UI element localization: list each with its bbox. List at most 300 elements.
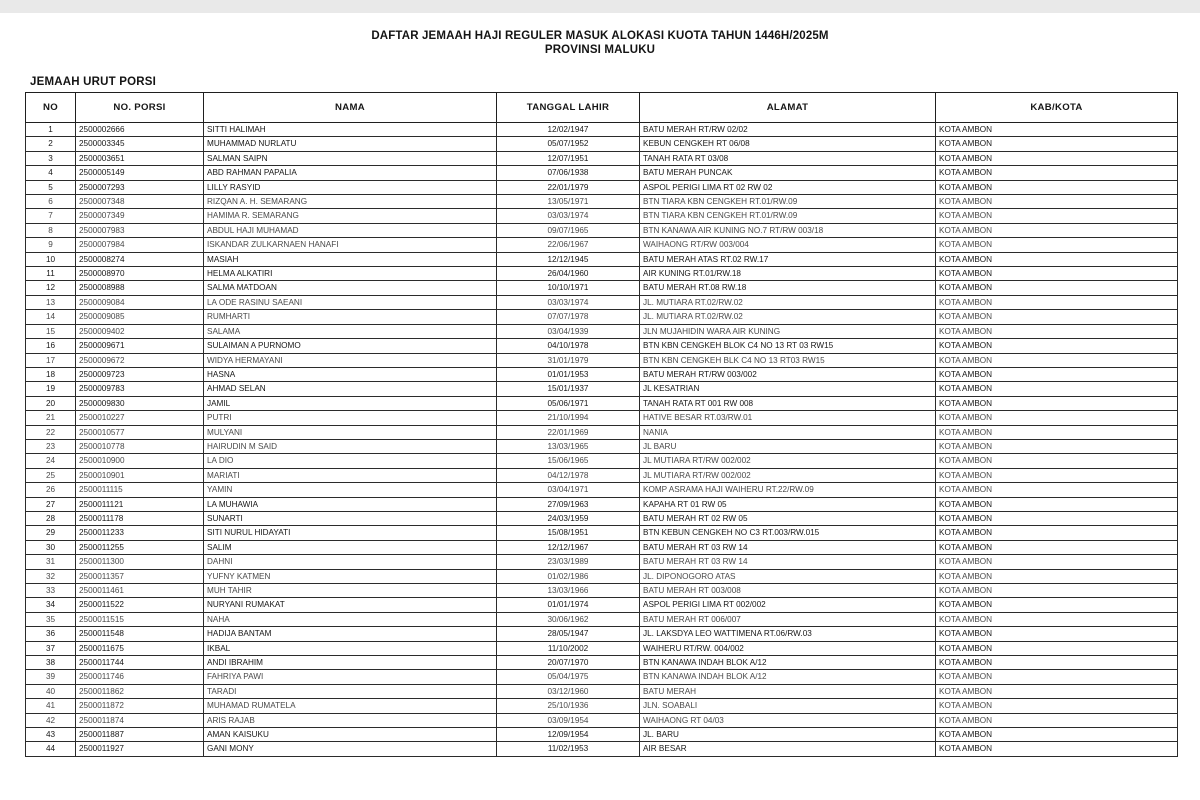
row-cell-nama: ISKANDAR ZULKARNAEN HANAFI <box>204 238 497 252</box>
row-cell-porsi: 2500009783 <box>76 382 204 396</box>
row-cell-no: 27 <box>26 497 76 511</box>
row-cell-tanggal: 13/03/1966 <box>497 584 640 598</box>
row-cell-porsi: 2500009723 <box>76 367 204 381</box>
row-cell-kabkota: KOTA AMBON <box>936 439 1178 453</box>
table-row <box>26 123 1178 137</box>
table-row <box>26 353 1178 367</box>
row-cell-kabkota: KOTA AMBON <box>936 267 1178 281</box>
row-cell-no: 1 <box>26 123 76 137</box>
row-cell-nama: YUFNY KATMEN <box>204 569 497 583</box>
row-cell-no: 32 <box>26 569 76 583</box>
row-cell-alamat: BATU MERAH RT/RW 003/002 <box>640 367 936 381</box>
row-cell-porsi: 2500009402 <box>76 324 204 338</box>
table-row <box>26 439 1178 453</box>
row-cell-tanggal: 31/01/1979 <box>497 353 640 367</box>
row-cell-alamat: BTN KANAWA AIR KUNING NO.7 RT/RW 003/18 <box>640 223 936 237</box>
row-cell-tanggal: 05/04/1975 <box>497 670 640 684</box>
row-cell-alamat: WAIHAONG RT 04/03 <box>640 713 936 727</box>
table-row <box>26 497 1178 511</box>
table-row <box>26 151 1178 165</box>
row-cell-no: 34 <box>26 598 76 612</box>
row-cell-nama: ABDUL HAJI MUHAMAD <box>204 223 497 237</box>
row-cell-porsi: 2500008970 <box>76 267 204 281</box>
row-cell-alamat: BATU MERAH RT/RW 02/02 <box>640 123 936 137</box>
row-cell-porsi: 2500011515 <box>76 612 204 626</box>
row-cell-nama: RIZQAN A. H. SEMARANG <box>204 195 497 209</box>
row-cell-kabkota: KOTA AMBON <box>936 468 1178 482</box>
row-cell-no: 20 <box>26 396 76 410</box>
row-cell-no: 13 <box>26 295 76 309</box>
row-cell-nama: WIDYA HERMAYANI <box>204 353 497 367</box>
row-cell-no: 39 <box>26 670 76 684</box>
row-cell-nama: HAMIMA R. SEMARANG <box>204 209 497 223</box>
table-row <box>26 641 1178 655</box>
column-header-alamat: ALAMAT <box>640 93 936 123</box>
row-cell-alamat: BATU MERAH ATAS RT.02 RW.17 <box>640 252 936 266</box>
table-row <box>26 555 1178 569</box>
row-cell-nama: HADIJA BANTAM <box>204 627 497 641</box>
row-cell-kabkota: KOTA AMBON <box>936 195 1178 209</box>
row-cell-porsi: 2500009672 <box>76 353 204 367</box>
row-cell-kabkota: KOTA AMBON <box>936 425 1178 439</box>
row-cell-porsi: 2500011357 <box>76 569 204 583</box>
row-cell-tanggal: 01/02/1986 <box>497 569 640 583</box>
row-cell-kabkota: KOTA AMBON <box>936 641 1178 655</box>
row-cell-alamat: BATU MERAH RT 003/008 <box>640 584 936 598</box>
row-cell-tanggal: 13/05/1971 <box>497 195 640 209</box>
table-row <box>26 612 1178 626</box>
row-cell-tanggal: 03/04/1971 <box>497 483 640 497</box>
row-cell-porsi: 2500011522 <box>76 598 204 612</box>
row-cell-alamat: BTN KBN CENGKEH BLOK C4 NO 13 RT 03 RW15 <box>640 339 936 353</box>
page-title-line-2: PROVINSI MALUKU <box>544 43 656 56</box>
row-cell-kabkota: KOTA AMBON <box>936 123 1178 137</box>
row-cell-alamat: BATU MERAH RT 03 RW 14 <box>640 555 936 569</box>
row-cell-porsi: 2500009830 <box>76 396 204 410</box>
row-cell-nama: ARIS RAJAB <box>204 713 497 727</box>
column-header-kabkota: KAB/KOTA <box>936 93 1178 123</box>
row-cell-kabkota: KOTA AMBON <box>936 656 1178 670</box>
table-row <box>26 223 1178 237</box>
row-cell-no: 42 <box>26 713 76 727</box>
row-cell-nama: SULAIMAN A PURNOMO <box>204 339 497 353</box>
row-cell-tanggal: 13/03/1965 <box>497 439 640 453</box>
row-cell-alamat: JL KESATRIAN <box>640 382 936 396</box>
section-heading: JEMAAH URUT PORSI <box>30 76 157 88</box>
row-cell-porsi: 2500003651 <box>76 151 204 165</box>
row-cell-alamat: BTN TIARA KBN CENGKEH RT.01/RW.09 <box>640 195 936 209</box>
row-cell-no: 10 <box>26 252 76 266</box>
row-cell-alamat: BATU MERAH RT 02 RW 05 <box>640 511 936 525</box>
row-cell-nama: HELMA ALKATIRI <box>204 267 497 281</box>
row-cell-kabkota: KOTA AMBON <box>936 555 1178 569</box>
row-cell-alamat: KEBUN CENGKEH RT 06/08 <box>640 137 936 151</box>
row-cell-tanggal: 28/05/1947 <box>497 627 640 641</box>
row-cell-no: 6 <box>26 195 76 209</box>
row-cell-alamat: JL. MUTIARA RT.02/RW.02 <box>640 310 936 324</box>
row-cell-porsi: 2500007349 <box>76 209 204 223</box>
row-cell-kabkota: KOTA AMBON <box>936 367 1178 381</box>
row-cell-tanggal: 05/07/1952 <box>497 137 640 151</box>
row-cell-nama: LA MUHAWIA <box>204 497 497 511</box>
table-row <box>26 598 1178 612</box>
row-cell-alamat: BATU MERAH RT.08 RW.18 <box>640 281 936 295</box>
row-cell-porsi: 2500011178 <box>76 511 204 525</box>
row-cell-porsi: 2500011255 <box>76 540 204 554</box>
table-row <box>26 699 1178 713</box>
row-cell-nama: ANDI IBRAHIM <box>204 656 497 670</box>
row-cell-kabkota: KOTA AMBON <box>936 310 1178 324</box>
row-cell-tanggal: 27/09/1963 <box>497 497 640 511</box>
row-cell-tanggal: 11/02/1953 <box>497 742 640 756</box>
row-cell-no: 30 <box>26 540 76 554</box>
table-row <box>26 526 1178 540</box>
page-top-margin <box>0 0 1200 13</box>
row-cell-no: 21 <box>26 411 76 425</box>
row-cell-porsi: 2500011233 <box>76 526 204 540</box>
row-cell-nama: LA DIO <box>204 454 497 468</box>
row-cell-nama: YAMIN <box>204 483 497 497</box>
row-cell-porsi: 2500011548 <box>76 627 204 641</box>
row-cell-alamat: JLN. SOABALI <box>640 699 936 713</box>
row-cell-tanggal: 11/10/2002 <box>497 641 640 655</box>
row-cell-alamat: BTN KBN CENGKEH BLK C4 NO 13 RT03 RW15 <box>640 353 936 367</box>
row-cell-nama: MASIAH <box>204 252 497 266</box>
row-cell-porsi: 2500009084 <box>76 295 204 309</box>
row-cell-no: 5 <box>26 180 76 194</box>
document-title-block <box>0 30 1200 57</box>
table-header-row <box>26 93 1178 123</box>
row-cell-no: 35 <box>26 612 76 626</box>
row-cell-porsi: 2500005149 <box>76 166 204 180</box>
row-cell-nama: SALMAN SAIPN <box>204 151 497 165</box>
row-cell-kabkota: KOTA AMBON <box>936 742 1178 756</box>
row-cell-no: 28 <box>26 511 76 525</box>
row-cell-no: 19 <box>26 382 76 396</box>
table-row <box>26 382 1178 396</box>
row-cell-porsi: 2500003345 <box>76 137 204 151</box>
row-cell-nama: NURYANI RUMAKAT <box>204 598 497 612</box>
table-row <box>26 468 1178 482</box>
table-row <box>26 295 1178 309</box>
row-cell-porsi: 2500010901 <box>76 468 204 482</box>
row-cell-no: 24 <box>26 454 76 468</box>
row-cell-kabkota: KOTA AMBON <box>936 598 1178 612</box>
jemaah-table <box>25 92 1178 757</box>
row-cell-nama: AHMAD SELAN <box>204 382 497 396</box>
row-cell-no: 31 <box>26 555 76 569</box>
row-cell-tanggal: 12/12/1967 <box>497 540 640 554</box>
table-row <box>26 483 1178 497</box>
row-cell-porsi: 2500008988 <box>76 281 204 295</box>
row-cell-alamat: JL. LAKSDYA LEO WATTIMENA RT.06/RW.03 <box>640 627 936 641</box>
row-cell-no: 15 <box>26 324 76 338</box>
row-cell-porsi: 2500007984 <box>76 238 204 252</box>
row-cell-nama: DAHNI <box>204 555 497 569</box>
row-cell-tanggal: 04/10/1978 <box>497 339 640 353</box>
column-header-no: NO <box>26 93 76 123</box>
row-cell-tanggal: 12/09/1954 <box>497 728 640 742</box>
row-cell-nama: SALAMA <box>204 324 497 338</box>
row-cell-kabkota: KOTA AMBON <box>936 252 1178 266</box>
row-cell-no: 14 <box>26 310 76 324</box>
row-cell-nama: MULYANI <box>204 425 497 439</box>
table-row <box>26 540 1178 554</box>
row-cell-alamat: BATU MERAH <box>640 684 936 698</box>
row-cell-porsi: 2500011300 <box>76 555 204 569</box>
row-cell-no: 9 <box>26 238 76 252</box>
row-cell-nama: GANI MONY <box>204 742 497 756</box>
row-cell-tanggal: 03/09/1954 <box>497 713 640 727</box>
row-cell-nama: SALIM <box>204 540 497 554</box>
row-cell-tanggal: 07/06/1938 <box>497 166 640 180</box>
row-cell-nama: LA ODE RASINU SAEANI <box>204 295 497 309</box>
row-cell-kabkota: KOTA AMBON <box>936 483 1178 497</box>
row-cell-nama: JAMIL <box>204 396 497 410</box>
row-cell-alamat: JLN MUJAHIDIN WARA AIR KUNING <box>640 324 936 338</box>
table-row <box>26 584 1178 598</box>
row-cell-tanggal: 03/03/1974 <box>497 209 640 223</box>
row-cell-nama: IKBAL <box>204 641 497 655</box>
row-cell-alamat: AIR BESAR <box>640 742 936 756</box>
table-row <box>26 656 1178 670</box>
row-cell-kabkota: KOTA AMBON <box>936 713 1178 727</box>
row-cell-no: 41 <box>26 699 76 713</box>
table-row <box>26 411 1178 425</box>
row-cell-porsi: 2500007293 <box>76 180 204 194</box>
row-cell-kabkota: KOTA AMBON <box>936 526 1178 540</box>
row-cell-no: 23 <box>26 439 76 453</box>
row-cell-alamat: JL. MUTIARA RT.02/RW.02 <box>640 295 936 309</box>
row-cell-alamat: AIR KUNING RT.01/RW.18 <box>640 267 936 281</box>
row-cell-porsi: 2500002666 <box>76 123 204 137</box>
table-row <box>26 137 1178 151</box>
row-cell-alamat: BATU MERAH RT 03 RW 14 <box>640 540 936 554</box>
row-cell-no: 43 <box>26 728 76 742</box>
row-cell-porsi: 2500011121 <box>76 497 204 511</box>
row-cell-porsi: 2500011872 <box>76 699 204 713</box>
row-cell-porsi: 2500007983 <box>76 223 204 237</box>
row-cell-tanggal: 26/04/1960 <box>497 267 640 281</box>
row-cell-tanggal: 04/12/1978 <box>497 468 640 482</box>
row-cell-tanggal: 15/08/1951 <box>497 526 640 540</box>
row-cell-porsi: 2500011927 <box>76 742 204 756</box>
table-row <box>26 324 1178 338</box>
row-cell-alamat: JL MUTIARA RT/RW 002/002 <box>640 454 936 468</box>
table-row <box>26 713 1178 727</box>
row-cell-no: 25 <box>26 468 76 482</box>
row-cell-porsi: 2500007348 <box>76 195 204 209</box>
row-cell-kabkota: KOTA AMBON <box>936 209 1178 223</box>
row-cell-porsi: 2500010577 <box>76 425 204 439</box>
row-cell-porsi: 2500011862 <box>76 684 204 698</box>
row-cell-no: 16 <box>26 339 76 353</box>
row-cell-nama: SITTI HALIMAH <box>204 123 497 137</box>
row-cell-tanggal: 12/07/1951 <box>497 151 640 165</box>
row-cell-kabkota: KOTA AMBON <box>936 151 1178 165</box>
row-cell-no: 2 <box>26 137 76 151</box>
table-row <box>26 166 1178 180</box>
row-cell-nama: SITI NURUL HIDAYATI <box>204 526 497 540</box>
column-header-porsi: NO. PORSI <box>76 93 204 123</box>
row-cell-kabkota: KOTA AMBON <box>936 339 1178 353</box>
row-cell-kabkota: KOTA AMBON <box>936 166 1178 180</box>
row-cell-kabkota: KOTA AMBON <box>936 728 1178 742</box>
row-cell-nama: LILLY RASYID <box>204 180 497 194</box>
table-row <box>26 310 1178 324</box>
row-cell-alamat: JL BARU <box>640 439 936 453</box>
row-cell-porsi: 2500011675 <box>76 641 204 655</box>
row-cell-kabkota: KOTA AMBON <box>936 411 1178 425</box>
row-cell-nama: MUH TAHIR <box>204 584 497 598</box>
row-cell-kabkota: KOTA AMBON <box>936 324 1178 338</box>
row-cell-porsi: 2500011746 <box>76 670 204 684</box>
row-cell-kabkota: KOTA AMBON <box>936 396 1178 410</box>
table-row <box>26 396 1178 410</box>
row-cell-no: 29 <box>26 526 76 540</box>
row-cell-no: 22 <box>26 425 76 439</box>
row-cell-kabkota: KOTA AMBON <box>936 281 1178 295</box>
row-cell-tanggal: 23/03/1989 <box>497 555 640 569</box>
row-cell-kabkota: KOTA AMBON <box>936 180 1178 194</box>
row-cell-nama: ABD RAHMAN PAPALIA <box>204 166 497 180</box>
row-cell-tanggal: 21/10/1994 <box>497 411 640 425</box>
row-cell-porsi: 2500010778 <box>76 439 204 453</box>
row-cell-alamat: TANAH RATA RT 03/08 <box>640 151 936 165</box>
row-cell-tanggal: 25/10/1936 <box>497 699 640 713</box>
table-row <box>26 195 1178 209</box>
row-cell-alamat: JL. BARU <box>640 728 936 742</box>
row-cell-kabkota: KOTA AMBON <box>936 584 1178 598</box>
row-cell-nama: AMAN KAISUKU <box>204 728 497 742</box>
row-cell-tanggal: 22/01/1979 <box>497 180 640 194</box>
row-cell-porsi: 2500010227 <box>76 411 204 425</box>
row-cell-kabkota: KOTA AMBON <box>936 295 1178 309</box>
row-cell-alamat: ASPOL PERIGI LIMA RT 02 RW 02 <box>640 180 936 194</box>
table-row <box>26 238 1178 252</box>
row-cell-kabkota: KOTA AMBON <box>936 137 1178 151</box>
table-row <box>26 252 1178 266</box>
row-cell-porsi: 2500011874 <box>76 713 204 727</box>
row-cell-nama: MARIATI <box>204 468 497 482</box>
row-cell-alamat: BTN KEBUN CENGKEH NO C3 RT.003/RW.015 <box>640 526 936 540</box>
row-cell-nama: RUMHARTI <box>204 310 497 324</box>
row-cell-no: 11 <box>26 267 76 281</box>
row-cell-nama: PUTRI <box>204 411 497 425</box>
table-row <box>26 180 1178 194</box>
table-row <box>26 742 1178 756</box>
row-cell-no: 7 <box>26 209 76 223</box>
row-cell-porsi: 2500008274 <box>76 252 204 266</box>
row-cell-tanggal: 05/06/1971 <box>497 396 640 410</box>
row-cell-alamat: NANIA <box>640 425 936 439</box>
row-cell-nama: SUNARTI <box>204 511 497 525</box>
table-row <box>26 670 1178 684</box>
row-cell-no: 37 <box>26 641 76 655</box>
row-cell-kabkota: KOTA AMBON <box>936 670 1178 684</box>
row-cell-no: 17 <box>26 353 76 367</box>
row-cell-kabkota: KOTA AMBON <box>936 511 1178 525</box>
row-cell-alamat: BTN KANAWA INDAH BLOK A/12 <box>640 656 936 670</box>
row-cell-tanggal: 12/02/1947 <box>497 123 640 137</box>
row-cell-porsi: 2500011461 <box>76 584 204 598</box>
row-cell-tanggal: 03/04/1939 <box>497 324 640 338</box>
row-cell-alamat: HATIVE BESAR RT.03/RW.01 <box>640 411 936 425</box>
row-cell-no: 38 <box>26 656 76 670</box>
row-cell-tanggal: 20/07/1970 <box>497 656 640 670</box>
row-cell-tanggal: 30/06/1962 <box>497 612 640 626</box>
table-row <box>26 627 1178 641</box>
row-cell-no: 8 <box>26 223 76 237</box>
row-cell-porsi: 2500009085 <box>76 310 204 324</box>
row-cell-porsi: 2500010900 <box>76 454 204 468</box>
row-cell-nama: FAHRIYA PAWI <box>204 670 497 684</box>
row-cell-tanggal: 24/03/1959 <box>497 511 640 525</box>
row-cell-porsi: 2500011115 <box>76 483 204 497</box>
table-row <box>26 281 1178 295</box>
row-cell-nama: NAHA <box>204 612 497 626</box>
row-cell-kabkota: KOTA AMBON <box>936 223 1178 237</box>
row-cell-kabkota: KOTA AMBON <box>936 353 1178 367</box>
row-cell-kabkota: KOTA AMBON <box>936 497 1178 511</box>
table-row <box>26 209 1178 223</box>
row-cell-no: 44 <box>26 742 76 756</box>
row-cell-kabkota: KOTA AMBON <box>936 699 1178 713</box>
table-row <box>26 367 1178 381</box>
row-cell-tanggal: 01/01/1953 <box>497 367 640 381</box>
row-cell-nama: MUHAMAD RUMATELA <box>204 699 497 713</box>
row-cell-tanggal: 03/12/1960 <box>497 684 640 698</box>
row-cell-porsi: 2500011744 <box>76 656 204 670</box>
table-row <box>26 454 1178 468</box>
row-cell-alamat: BTN TIARA KBN CENGKEH RT.01/RW.09 <box>640 209 936 223</box>
row-cell-kabkota: KOTA AMBON <box>936 569 1178 583</box>
row-cell-no: 40 <box>26 684 76 698</box>
row-cell-tanggal: 12/12/1945 <box>497 252 640 266</box>
table-row <box>26 684 1178 698</box>
row-cell-kabkota: KOTA AMBON <box>936 627 1178 641</box>
row-cell-alamat: WAIHAONG RT/RW 003/004 <box>640 238 936 252</box>
row-cell-kabkota: KOTA AMBON <box>936 540 1178 554</box>
row-cell-alamat: ASPOL PERIGI LIMA RT 002/002 <box>640 598 936 612</box>
table-row <box>26 728 1178 742</box>
row-cell-nama: SALMA MATDOAN <box>204 281 497 295</box>
row-cell-kabkota: KOTA AMBON <box>936 238 1178 252</box>
row-cell-tanggal: 07/07/1978 <box>497 310 640 324</box>
row-cell-alamat: WAIHERU RT/RW. 004/002 <box>640 641 936 655</box>
row-cell-tanggal: 22/01/1969 <box>497 425 640 439</box>
row-cell-tanggal: 09/07/1965 <box>497 223 640 237</box>
row-cell-no: 26 <box>26 483 76 497</box>
row-cell-tanggal: 01/01/1974 <box>497 598 640 612</box>
row-cell-tanggal: 22/06/1967 <box>497 238 640 252</box>
row-cell-tanggal: 15/06/1965 <box>497 454 640 468</box>
row-cell-porsi: 2500009671 <box>76 339 204 353</box>
row-cell-no: 36 <box>26 627 76 641</box>
table-row <box>26 339 1178 353</box>
row-cell-tanggal: 15/01/1937 <box>497 382 640 396</box>
row-cell-nama: HASNA <box>204 367 497 381</box>
row-cell-alamat: KOMP ASRAMA HAJI WAIHERU RT.22/RW.09 <box>640 483 936 497</box>
table-row <box>26 425 1178 439</box>
row-cell-nama: MUHAMMAD NURLATU <box>204 137 497 151</box>
table-body <box>26 123 1178 757</box>
table-row <box>26 511 1178 525</box>
row-cell-no: 18 <box>26 367 76 381</box>
row-cell-kabkota: KOTA AMBON <box>936 454 1178 468</box>
row-cell-alamat: TANAH RATA RT 001 RW 008 <box>640 396 936 410</box>
row-cell-no: 33 <box>26 584 76 598</box>
